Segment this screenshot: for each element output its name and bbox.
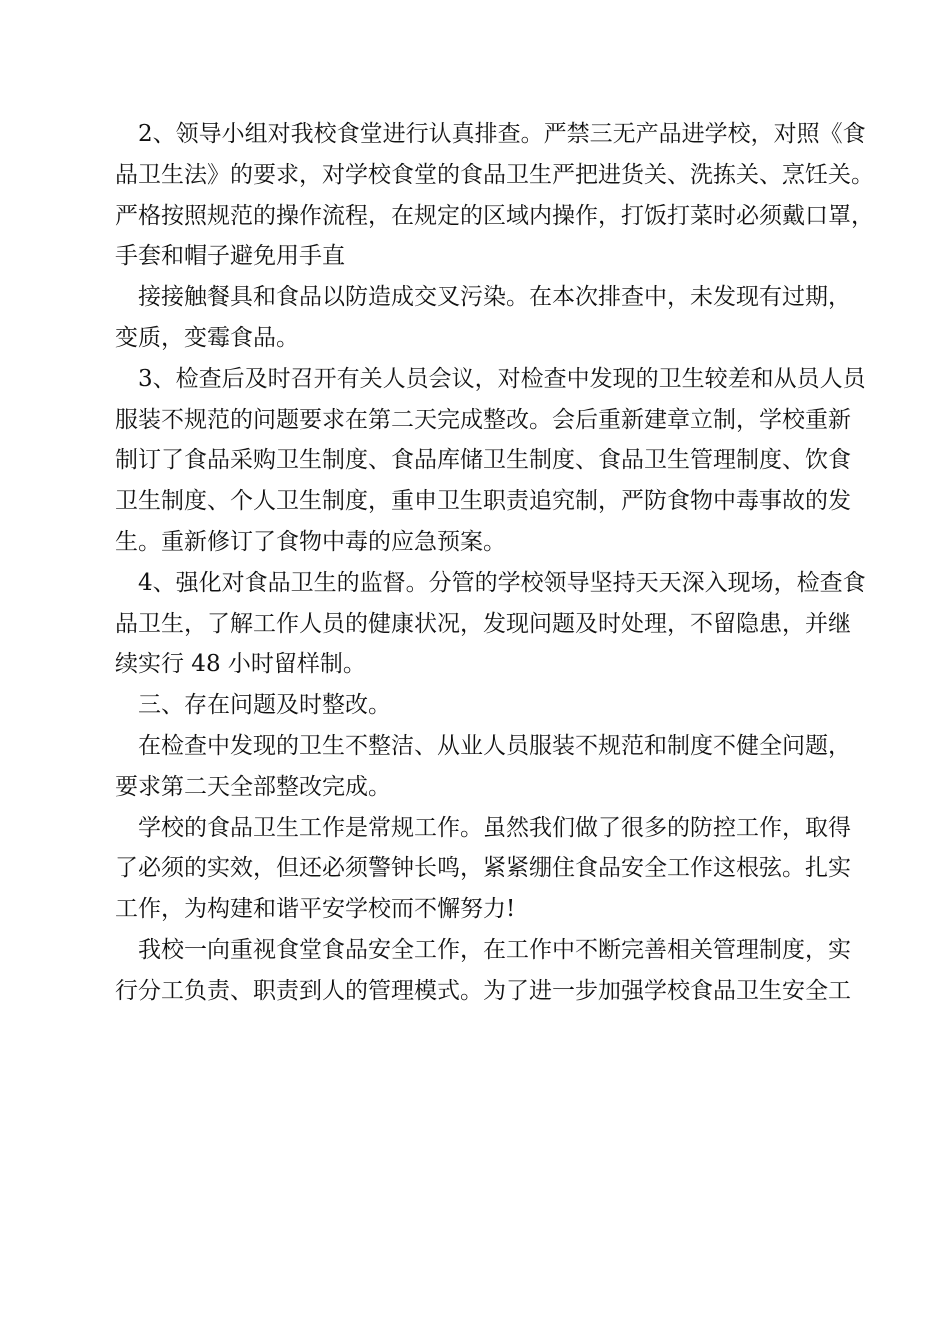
paragraph-line: 要求第二天全部整改完成。: [115, 773, 391, 800]
paragraph-line: 在检查中发现的卫生不整洁、从业人员服装不规范和制度不健全问题，: [138, 732, 851, 759]
paragraph-line: 3、检查后及时召开有关人员会议，对检查中发现的卫生较差和从员人员: [138, 365, 866, 392]
paragraph-p7: [115, 808, 851, 930]
paragraph-line: 学校的食品卫生工作是常规工作。虽然我们做了很多的防控工作，取得: [138, 814, 851, 841]
paragraph-line: 手套和帽子避免用手直: [115, 243, 345, 270]
paragraph-p6: [115, 726, 851, 808]
paragraph-p2: [115, 277, 851, 359]
paragraph-line: 接接触餐具和食品以防造成交叉污染。在本次排查中，未发现有过期，: [138, 284, 851, 311]
paragraph-line: 严格按照规范的操作流程，在规定的区域内操作，打饭打菜时必须戴口罩，: [115, 202, 874, 229]
document-body: [115, 114, 874, 1012]
paragraph-line: 卫生制度、个人卫生制度，重申卫生职责追究制，严防食物中毒事故的发: [115, 488, 851, 515]
paragraph-line: 4、强化对食品卫生的监督。分管的学校领导坚持天天深入现场，检查食: [138, 569, 866, 596]
paragraph-line: 续实行 48 小时留样制。: [115, 651, 366, 678]
paragraph-line: 了必须的实效，但还必须警钟长鸣，紧紧绷住食品安全工作这根弦。扎实: [115, 855, 851, 882]
paragraph-line: 工作，为构建和谐平安学校而不懈努力!: [115, 896, 516, 923]
paragraph-line: 生。重新修订了食物中毒的应急预案。: [115, 528, 506, 555]
paragraph-line: 我校一向重视食堂食品安全工作，在工作中不断完善相关管理制度，实: [138, 936, 851, 963]
paragraph-line: 品卫生，了解工作人员的健康状况，发现问题及时处理，不留隐患，并继: [115, 610, 851, 637]
paragraph-line: 2、领导小组对我校食堂进行认真排查。严禁三无产品进学校，对照《食: [138, 121, 866, 147]
paragraph-line: 行分工负责、职责到人的管理模式。为了进一步加强学校食品卫生安全工: [115, 977, 851, 1004]
paragraph-p4: [115, 563, 866, 685]
paragraph-p3: [115, 359, 866, 563]
paragraph-line: 制订了食品采购卫生制度、食品库储卫生制度、食品卫生管理制度、饮食: [115, 447, 851, 474]
paragraph-line: 品卫生法》的要求，对学校食堂的食品卫生严把进货关、洗拣关、烹饪关。: [115, 161, 874, 188]
paragraph-line: 三、存在问题及时整改。: [138, 692, 391, 719]
paragraph-line: 服装不规范的问题要求在第二天完成整改。会后重新建章立制，学校重新: [115, 406, 851, 433]
paragraph-p1: [115, 114, 874, 277]
paragraph-p5: [115, 685, 837, 726]
paragraph-line: 变质，变霉食品。: [115, 324, 299, 351]
paragraph-p8: [115, 930, 851, 1012]
